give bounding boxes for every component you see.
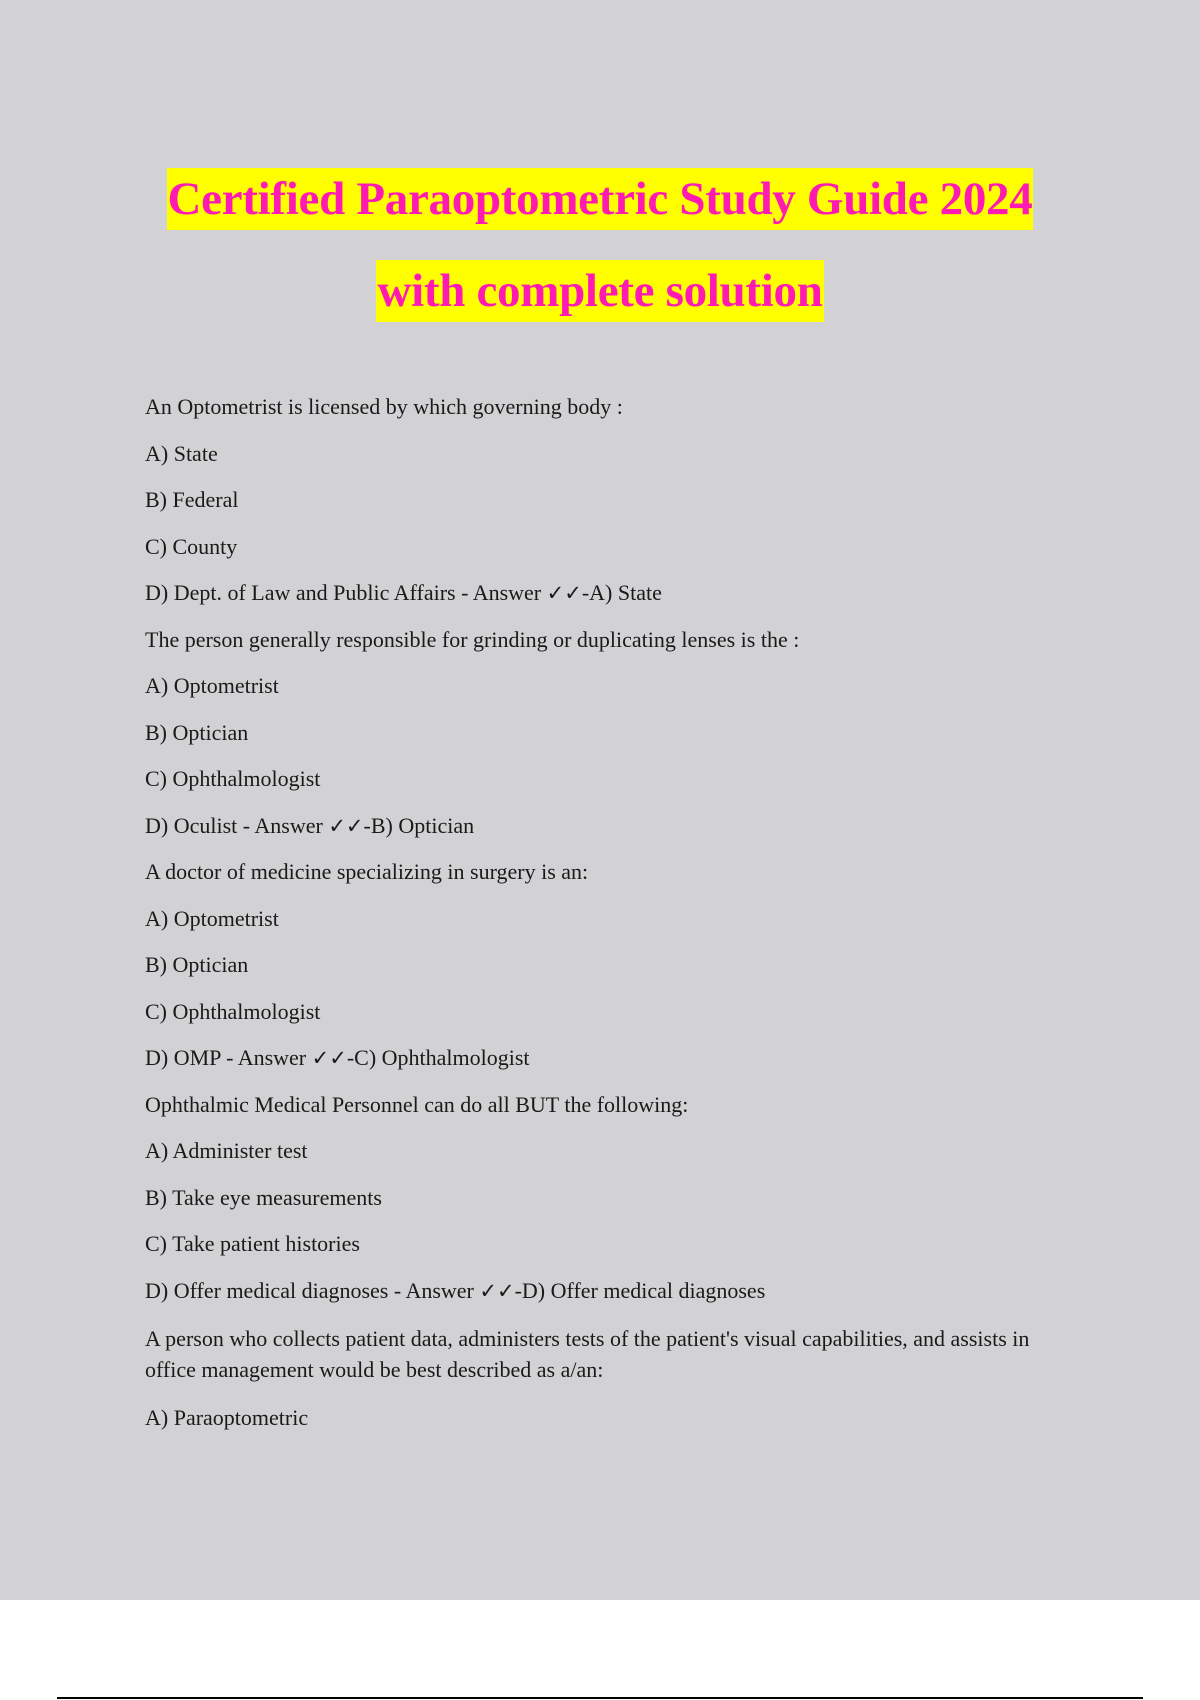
- option-a: A) Administer test: [145, 1138, 308, 1163]
- option-a: A) Paraoptometric: [145, 1404, 309, 1430]
- question-text: An Optometrist is licensed by which governing body :: [145, 394, 623, 419]
- option-b: B) Take eye measurements: [145, 1184, 382, 1210]
- check-mark-icon: ✓✓: [546, 581, 582, 605]
- title-line-1: [0, 168, 1200, 230]
- question-list: [145, 393, 1055, 1450]
- document-title: [0, 168, 1200, 352]
- check-mark-icon: ✓✓: [311, 1046, 347, 1070]
- option-a: A) State: [145, 440, 218, 466]
- option-d-with-answer: [145, 1277, 1055, 1305]
- option-b: B) Optician: [145, 719, 249, 745]
- option-d-with-answer: [145, 1044, 1055, 1072]
- option-d: D) Offer medical diagnoses - Answer: [145, 1277, 480, 1303]
- answer-text: -C) Ophthalmologist: [346, 1045, 530, 1070]
- option-b: B) Optician: [145, 952, 249, 977]
- footer-divider: [57, 1697, 1143, 1699]
- option-b: B) Federal: [145, 487, 239, 512]
- option-a: A) Optometrist: [145, 905, 279, 931]
- option-d: D) OMP - Answer: [145, 1045, 312, 1070]
- option-c: C) Ophthalmologist: [145, 998, 321, 1024]
- option-d: D) Dept. of Law and Public Affairs - Answer: [145, 580, 547, 605]
- answer-text: -B) Optician: [363, 812, 475, 838]
- option-a: A) Optometrist: [145, 673, 279, 698]
- option-d: D) Oculist - Answer: [145, 812, 329, 838]
- question-text: A person who collects patient data, administers tests of the patient's visual capabilities, and assists in office management would be best described as a/an:: [145, 1326, 1030, 1382]
- check-mark-icon: ✓✓: [328, 813, 364, 838]
- question-text: A doctor of medicine specializing in surgery is an:: [145, 859, 589, 884]
- question-text: The person generally responsible for grinding or duplicating lenses is the :: [145, 626, 800, 652]
- answer-text: -D) Offer medical diagnoses: [514, 1277, 766, 1303]
- option-c: C) County: [145, 533, 238, 559]
- title-text-1: Certified Paraoptometric Study Guide 2024: [167, 168, 1034, 230]
- title-line-2: [0, 260, 1200, 322]
- title-text-2: with complete solution: [376, 260, 823, 322]
- check-mark-icon: ✓✓: [479, 1278, 515, 1303]
- question-text: Ophthalmic Medical Personnel can do all BUT the following:: [145, 1091, 689, 1117]
- option-d-with-answer: [145, 812, 1055, 840]
- option-d-with-answer: [145, 579, 1055, 607]
- option-c: C) Take patient histories: [145, 1231, 360, 1256]
- option-c: C) Ophthalmologist: [145, 766, 321, 791]
- answer-text: -A) State: [581, 580, 662, 605]
